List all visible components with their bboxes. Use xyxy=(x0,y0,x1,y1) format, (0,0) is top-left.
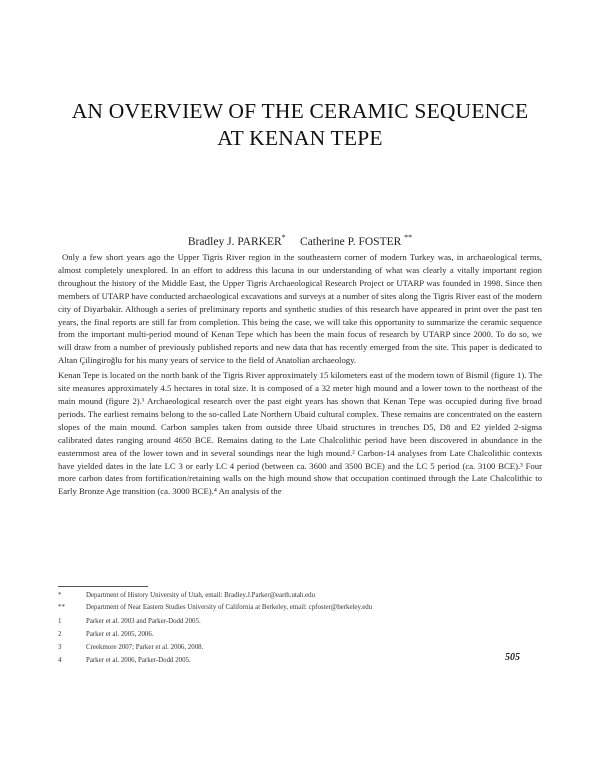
footnote-text: Creekmore 2007; Parker et al. 2006, 2008. xyxy=(86,644,204,651)
footnote xyxy=(58,592,315,599)
footnote-mark: ** xyxy=(58,604,65,611)
footnote xyxy=(58,618,201,625)
author-2: Catherine P. FOSTER xyxy=(300,235,402,248)
author-line xyxy=(40,233,560,248)
paper-title xyxy=(40,98,560,152)
paragraph-1: Only a few short years ago the Upper Tigris River region in the southeastern corner of modern Turkey was, in archaeological terms, almost completely unexplored. In an effort to address this lacuna in our understanding of what was clearly a vitally important region throughout the history of the Middle East, the Upper Tigris Archaeological Research Project or UTARP was founded in 1998. Since then members of UTARP have conducted archaeological excavations and surveys at a number of sites along the Tigris River east of the modern city of Diyarbakir. Although a series of preliminary reports and synthetic studies of this research have appeared in print over the past ten years, the final reports are still far from completion. This being the case, we will take this opportunity to summarize the ceramic sequence from the important multi-period mound of Kenan Tepe which has been the main focus of research by UTARP since 2000. To do so, we will draw from a number of previously published reports and new data that has recently emerged from the site. This paper is dedicated to Altan Çilingiroğlu for his many years of service to the field of Anatolian archaeology. xyxy=(58,252,542,366)
footnote-text: Department of Near Eastern Studies University of California at Berkeley, email: cpfoster@berkeley.edu xyxy=(86,604,373,611)
author-1: Bradley J. PARKER xyxy=(187,235,282,248)
footnote-text: Department of History University of Utah, email: Bradley.J.Parker@earth.utah.edu xyxy=(86,592,316,599)
footnote-text: Parker et al. 2005, 2006. xyxy=(86,631,154,638)
footnote xyxy=(58,644,203,651)
footnote-text: Parker et al. 2006, Parker-Dodd 2005. xyxy=(86,657,191,664)
footnote xyxy=(58,631,154,638)
author-1-mark: * xyxy=(281,233,286,242)
page-number: 505 xyxy=(505,652,520,663)
footnote-mark: 2 xyxy=(58,631,62,638)
title-line-2: AT KENAN TEPE xyxy=(217,126,383,150)
footnote-text: Parker et al. 2003 and Parker-Dodd 2005. xyxy=(86,618,201,625)
paragraph-2: Kenan Tepe is located on the north bank of the Tigris River approximately 15 kilometers east of the modern town of Bismil (figure 1). The site measures approximately 4.5 hectares in total size. It is composed of a 32 meter high mound and a lower town to the northeast of the main mound (figure 2).¹ Archaeological research over the past eight years has shown that Kenan Tepe was occupied during five broad periods. The earliest remains belong to the so-called Late Northern Ubaid cultural complex. These remains are concentrated on the eastern slopes of the main mound. Carbon samples taken from outside three Ubaid structures in trenches D5, D8 and E2 yielded 2-sigma calibrated dates ranging around 4650 BCE. Remains dating to the Late Chalcolithic period have been discovered in abundance in the easternmost area of the lower town and in several soundings near the high mound.² Carbon-14 analyses from Late Chalcolithic contexts have yielded dates in the late LC 3 or early LC 4 period (between ca. 3600 and 3500 BCE) and the LC 5 period (ca. 3100 BCE).³ Four more carbon dates from fortification/retaining walls on the high mound show that occupation continued through the Late Chalcolithic to Early Bronze Age transition (ca. 3000 BCE).⁴ An analysis of the xyxy=(58,370,542,497)
footnote-mark: * xyxy=(58,592,62,599)
author-2-mark: ** xyxy=(404,233,413,242)
title-line-1: AN OVERVIEW OF THE CERAMIC SEQUENCE xyxy=(71,99,529,123)
footnote xyxy=(58,657,191,664)
footnote-mark: 4 xyxy=(58,657,62,664)
body-text xyxy=(58,251,542,498)
footnote-mark: 1 xyxy=(58,618,62,625)
footnote-rule xyxy=(58,586,148,587)
footnote-mark: 3 xyxy=(58,644,62,651)
footnote xyxy=(58,604,372,611)
